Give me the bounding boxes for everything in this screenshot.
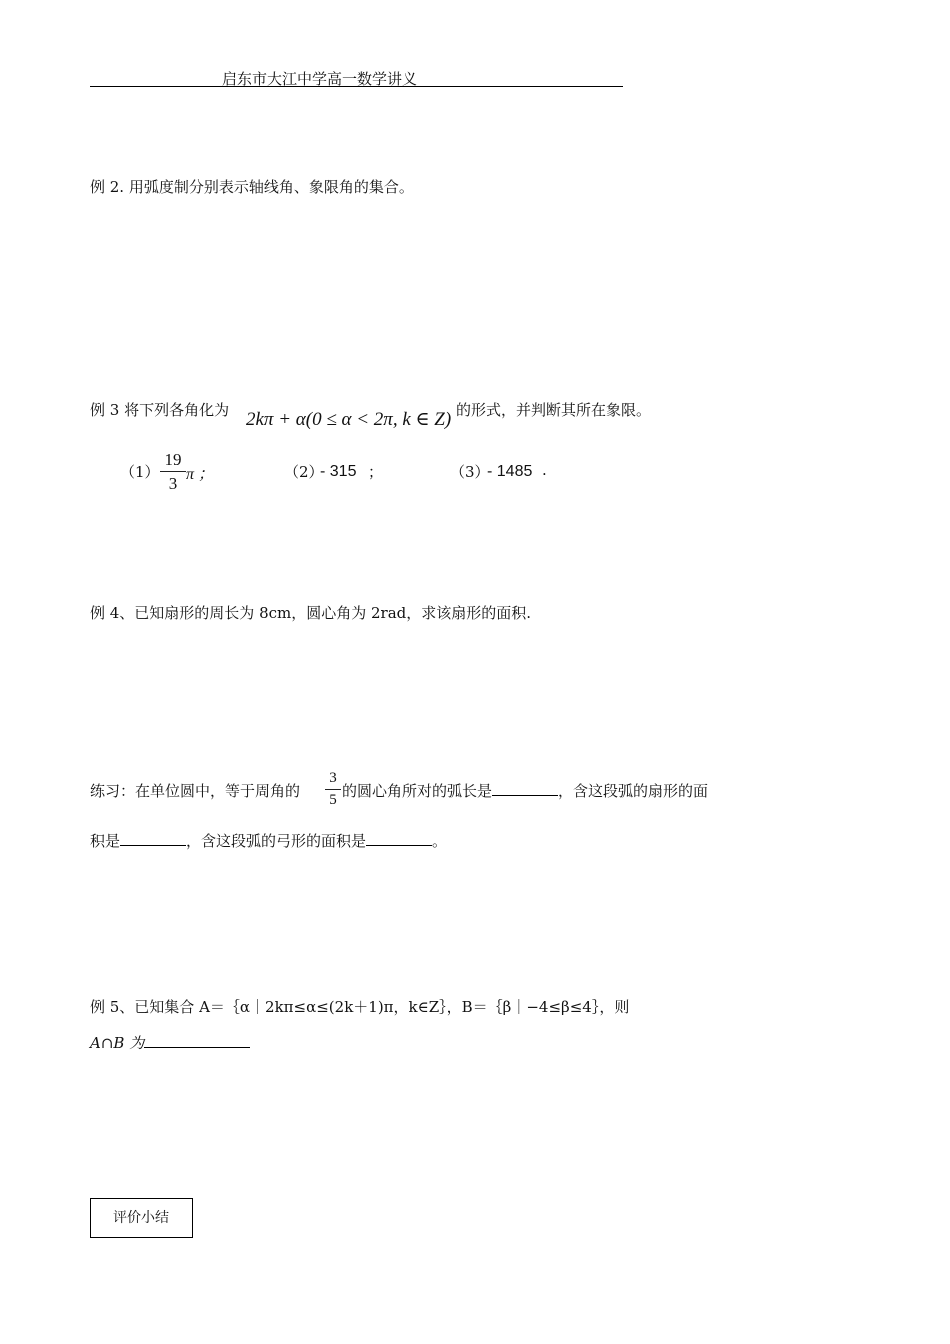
item-1-fraction <box>160 451 186 492</box>
practice-line-1 <box>342 780 708 801</box>
item-2-label: （2） <box>284 463 324 481</box>
example-5-question: A∩B 为 <box>90 1034 145 1052</box>
item-3-value: - 1485 <box>487 463 533 480</box>
header-title: 启东市大江中学高一数学讲义 <box>222 70 418 88</box>
answer-blank-sector-area[interactable] <box>120 831 186 846</box>
example-2-text: 例 2. 用弧度制分别表示轴线角、象限角的集合。 <box>90 178 414 196</box>
item-2-tail: ； <box>368 463 384 481</box>
practice-line2-a: 积是 <box>90 832 121 850</box>
item-1-tail: π ； <box>186 466 215 483</box>
practice-fraction <box>325 771 341 808</box>
practice-line2-b: ，含这段弧的弓形的面积是 <box>186 832 367 850</box>
summary-box <box>90 1198 193 1238</box>
answer-blank-segment-area[interactable] <box>366 831 432 846</box>
practice-part2: 的圆心角所对的弧长是 <box>342 782 493 800</box>
page-header <box>90 66 623 87</box>
fraction-bar <box>160 471 186 472</box>
answer-blank-intersection[interactable] <box>144 1033 250 1048</box>
example-4-text: 例 4、已知扇形的周长为 8cm，圆心角为 2rad，求该扇形的面积. <box>90 604 532 622</box>
practice-part3: ，含这段弧的扇形的面 <box>558 782 709 800</box>
example-3-formula: 2kπ + α(0 ≤ α < 2π, k ∈ Z) <box>246 409 452 430</box>
example-5-line-2 <box>90 1032 250 1053</box>
practice-numerator: 3 <box>329 770 337 786</box>
example-3-prefix: 例 3 将下列各角化为 <box>90 401 230 419</box>
practice-line2-c: 。 <box>432 832 448 850</box>
fraction-bar <box>325 789 341 790</box>
practice-denominator: 5 <box>329 792 337 808</box>
item-1-label: （1） <box>120 463 160 481</box>
answer-blank-arc-length[interactable] <box>492 781 558 796</box>
practice-part1: 练习：在单位圆中，等于周角的 <box>90 782 301 800</box>
item-1-denominator: 3 <box>168 474 178 493</box>
item-3-tail: . <box>542 461 547 479</box>
practice-line-2 <box>90 830 447 851</box>
item-3-label: （3） <box>450 463 490 481</box>
summary-label: 评价小结 <box>113 1210 169 1226</box>
item-2-value: - 315 <box>320 463 357 480</box>
example-5-line-1: 例 5、已知集合 A＝｛α｜2kπ≤α≤(2k＋1)π，k∈Z｝，B＝｛β｜−4≤β≤4｝，则 <box>90 998 630 1016</box>
example-3-suffix: 的形式，并判断其所在象限。 <box>456 401 652 419</box>
item-1-numerator: 19 <box>164 450 182 469</box>
